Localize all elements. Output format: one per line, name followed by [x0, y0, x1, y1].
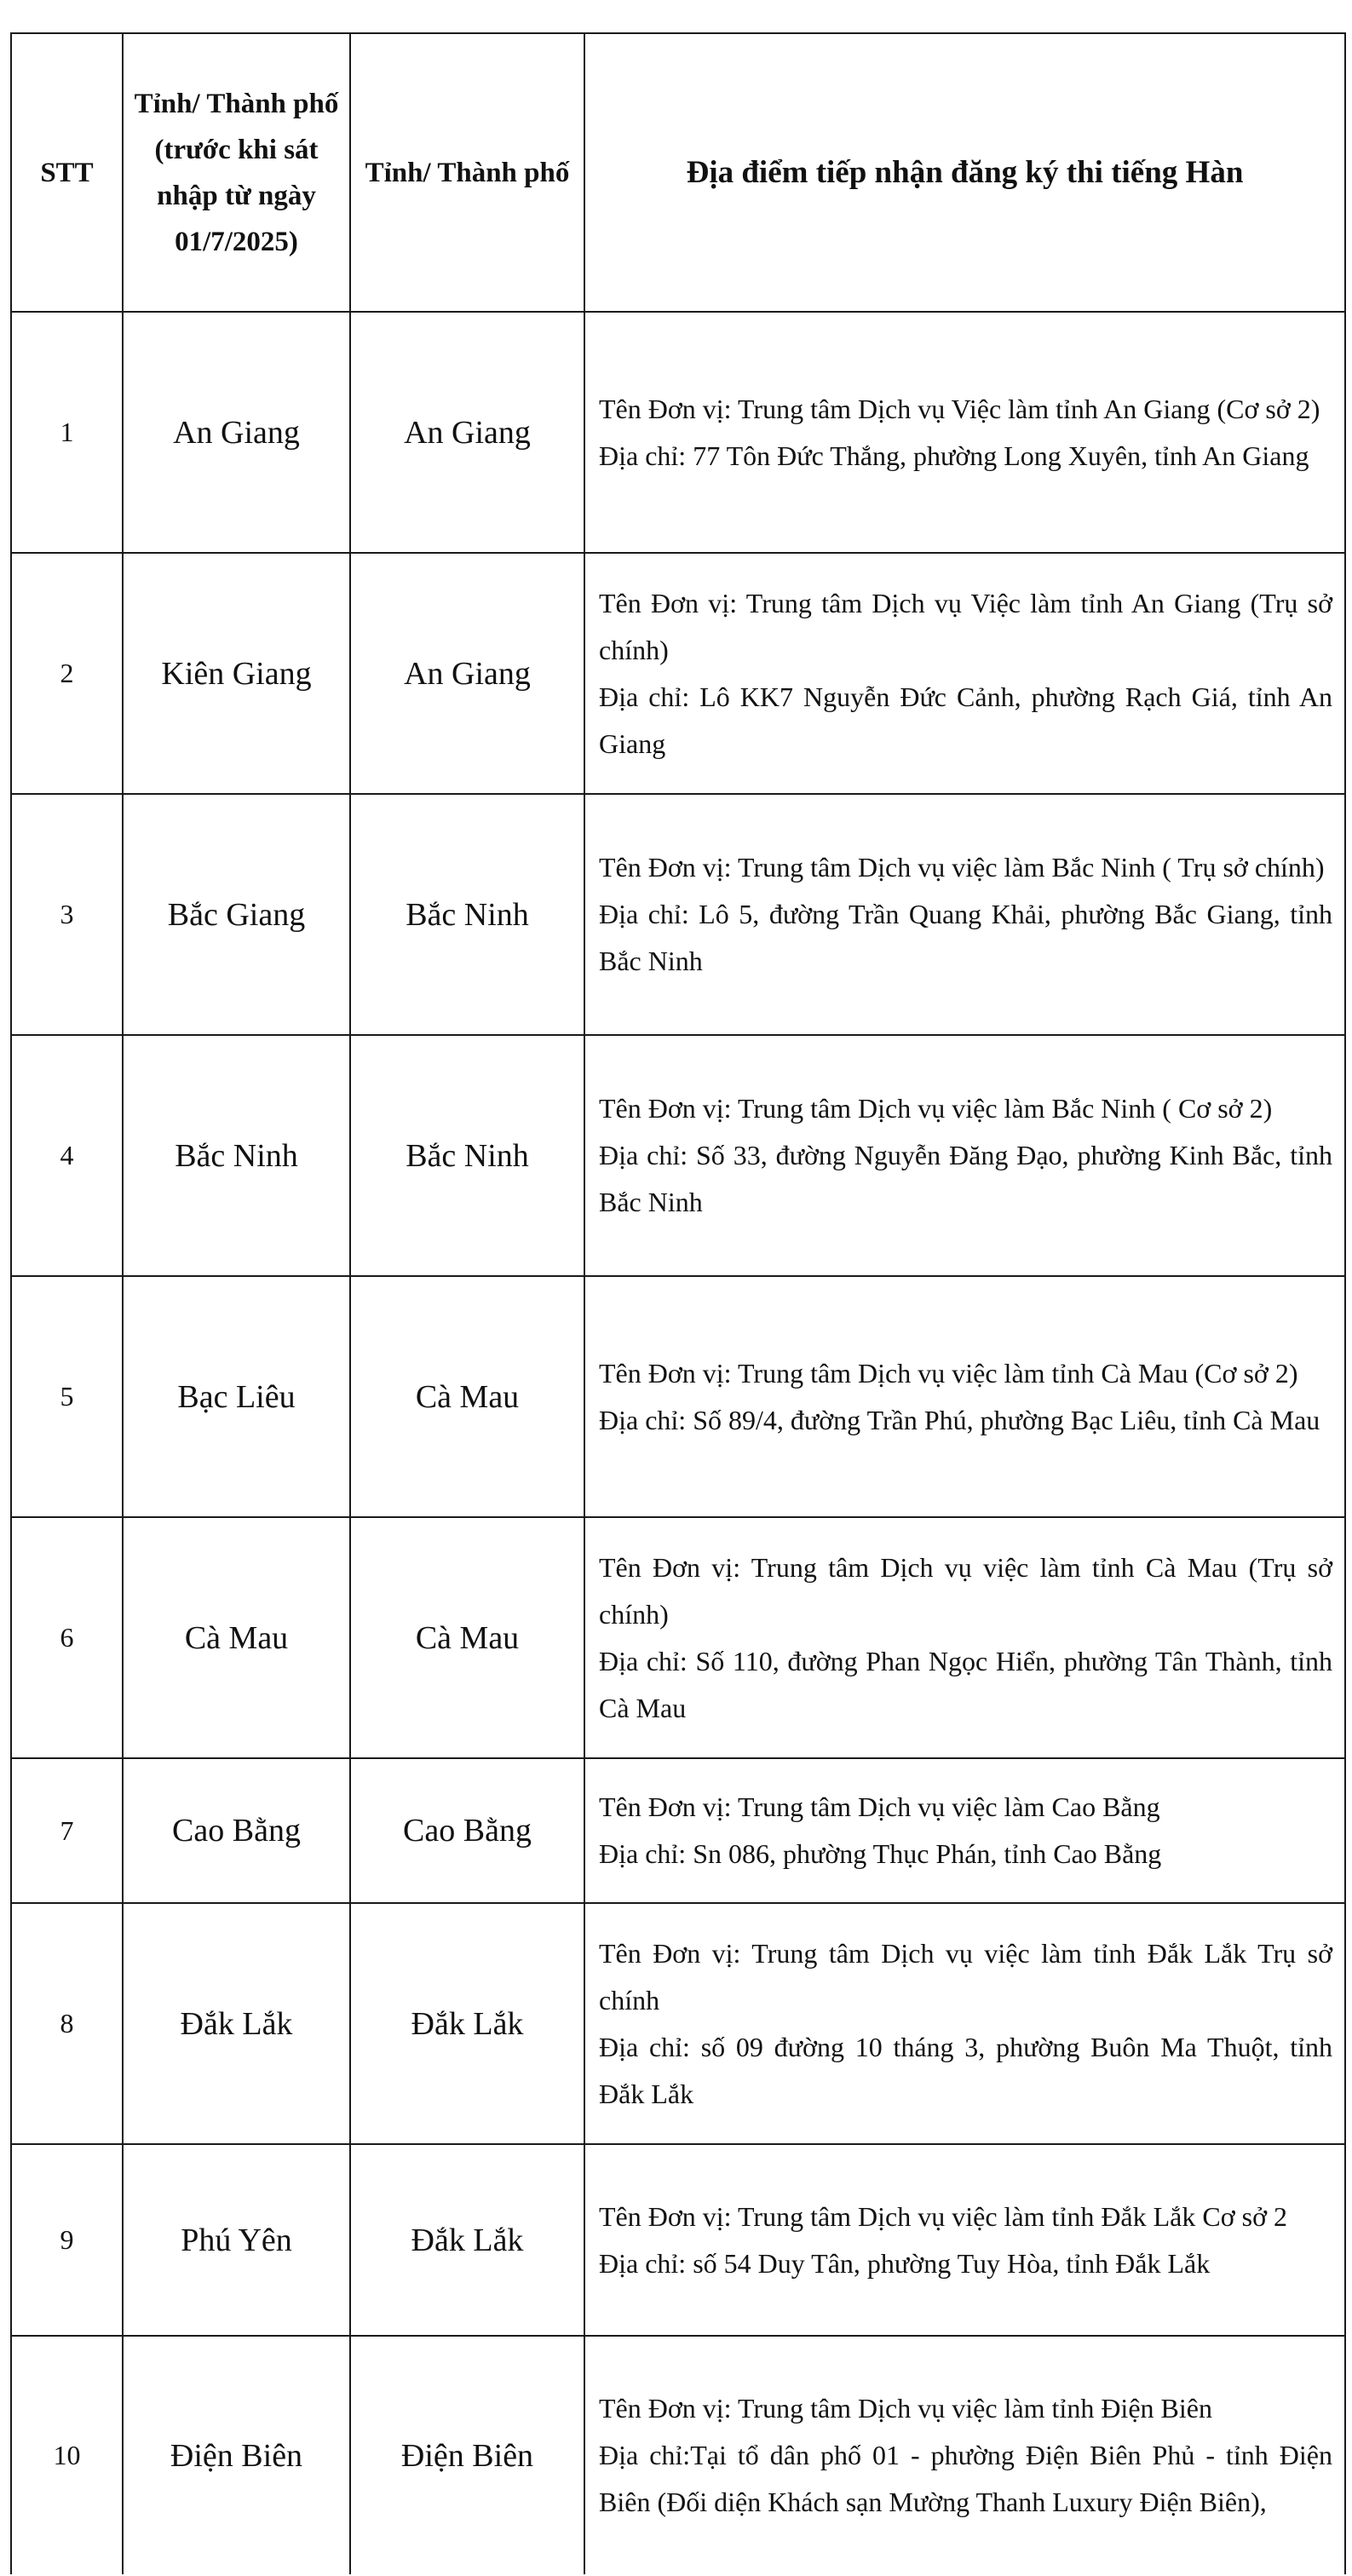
location-address: Địa chỉ:Tại tổ dân phố 01 - phường Điện Biên Phủ - tỉnh Điện Biên (Đối diện Khách sạn Mường Thanh Luxury Điện Biên), [599, 2440, 1332, 2517]
row-province: An Giang [350, 553, 584, 794]
location-unit: Tên Đơn vị: Trung tâm Dịch vụ Việc làm tỉnh An Giang (Cơ sở 2) [599, 393, 1320, 424]
location-unit: Tên Đơn vị: Trung tâm Dịch vụ việc làm Bắc Ninh ( Cơ sở 2) [599, 1093, 1273, 1124]
table-row [11, 2144, 1345, 2336]
table-row [11, 312, 1345, 553]
location-unit: Tên Đơn vị: Trung tâm Dịch vụ việc làm Bắc Ninh ( Trụ sở chính) [599, 852, 1325, 883]
location-address: Địa chỉ: Số 89/4, đường Trần Phú, phường Bạc Liêu, tỉnh Cà Mau [599, 1404, 1320, 1435]
row-old-province: Phú Yên [123, 2144, 350, 2336]
row-location [584, 1758, 1345, 1903]
location-unit: Tên Đơn vị: Trung tâm Dịch vụ việc làm tỉnh Đắk Lắk Cơ sở 2 [599, 2200, 1288, 2232]
row-province: Điện Biên [350, 2336, 584, 2574]
location-address: Địa chỉ: Sn 086, phường Thục Phán, tỉnh Cao Bằng [599, 1838, 1162, 1869]
table-row [11, 1035, 1345, 1276]
row-province: Cao Bằng [350, 1758, 584, 1903]
row-location [584, 553, 1345, 794]
row-location [584, 794, 1345, 1035]
row-old-province: Kiên Giang [123, 553, 350, 794]
location-address: Địa chỉ: 77 Tôn Đức Thắng, phường Long Xuyên, tỉnh An Giang [599, 440, 1309, 471]
table-row [11, 553, 1345, 794]
header-row [11, 33, 1345, 312]
row-old-province: Cà Mau [123, 1517, 350, 1758]
table-row [11, 794, 1345, 1035]
row-stt: 6 [11, 1517, 123, 1758]
location-address: Địa chỉ: Số 110, đường Phan Ngọc Hiển, phường Tân Thành, tỉnh Cà Mau [599, 1645, 1332, 1723]
row-old-province: Bạc Liêu [123, 1276, 350, 1517]
row-stt: 8 [11, 1903, 123, 2144]
row-province: Đắk Lắk [350, 1903, 584, 2144]
header-old-province: Tỉnh/ Thành phố (trước khi sát nhập từ ngày 01/7/2025) [123, 33, 350, 312]
row-province: Cà Mau [350, 1517, 584, 1758]
row-location [584, 312, 1345, 553]
row-stt: 9 [11, 2144, 123, 2336]
header-stt: STT [11, 33, 123, 312]
table-row [11, 2336, 1345, 2574]
location-address: Địa chỉ: Lô 5, đường Trần Quang Khải, phường Bắc Giang, tỉnh Bắc Ninh [599, 899, 1332, 976]
row-location [584, 2144, 1345, 2336]
location-unit: Tên Đơn vị: Trung tâm Dịch vụ việc làm tỉnh Cà Mau (Cơ sở 2) [599, 1357, 1298, 1389]
location-unit: Tên Đơn vị: Trung tâm Dịch vụ việc làm Cao Bằng [599, 1791, 1160, 1822]
row-province: Cà Mau [350, 1276, 584, 1517]
location-unit: Tên Đơn vị: Trung tâm Dịch vụ việc làm tỉnh Điện Biên [599, 2393, 1212, 2424]
table-row [11, 1517, 1345, 1758]
table-row [11, 1903, 1345, 2144]
row-old-province: Cao Bằng [123, 1758, 350, 1903]
location-unit: Tên Đơn vị: Trung tâm Dịch vụ việc làm tỉnh Cà Mau (Trụ sở chính) [599, 1551, 1332, 1630]
row-stt: 4 [11, 1035, 123, 1276]
row-province: Bắc Ninh [350, 794, 584, 1035]
row-stt: 7 [11, 1758, 123, 1903]
registration-locations-table [10, 32, 1346, 2574]
row-location [584, 2336, 1345, 2574]
row-location [584, 1903, 1345, 2144]
row-province: An Giang [350, 312, 584, 553]
row-stt: 2 [11, 553, 123, 794]
table-body [11, 312, 1345, 2574]
table-row [11, 1276, 1345, 1517]
table-header [11, 33, 1345, 312]
location-address: Địa chỉ: số 09 đường 10 tháng 3, phường Buôn Ma Thuột, tỉnh Đắk Lắk [599, 2031, 1332, 2109]
location-address: Địa chỉ: số 54 Duy Tân, phường Tuy Hòa, tỉnh Đắk Lắk [599, 2247, 1211, 2279]
row-old-province: An Giang [123, 312, 350, 553]
row-old-province: Bắc Ninh [123, 1035, 350, 1276]
location-address: Địa chỉ: Lô KK7 Nguyễn Đức Cảnh, phường Rạch Giá, tỉnh An Giang [599, 681, 1332, 759]
row-stt: 5 [11, 1276, 123, 1517]
row-stt: 3 [11, 794, 123, 1035]
row-old-province: Bắc Giang [123, 794, 350, 1035]
row-stt: 10 [11, 2336, 123, 2574]
header-location: Địa điểm tiếp nhận đăng ký thi tiếng Hàn [584, 33, 1345, 312]
location-address: Địa chỉ: Số 33, đường Nguyễn Đăng Đạo, phường Kinh Bắc, tỉnh Bắc Ninh [599, 1140, 1332, 1217]
row-province: Đắk Lắk [350, 2144, 584, 2336]
row-province: Bắc Ninh [350, 1035, 584, 1276]
row-location [584, 1517, 1345, 1758]
row-old-province: Điện Biên [123, 2336, 350, 2574]
row-location [584, 1035, 1345, 1276]
row-stt: 1 [11, 312, 123, 553]
location-unit: Tên Đơn vị: Trung tâm Dịch vụ việc làm tỉnh Đắk Lắk Trụ sở chính [599, 1937, 1332, 2015]
row-location [584, 1276, 1345, 1517]
table-row [11, 1758, 1345, 1903]
location-unit: Tên Đơn vị: Trung tâm Dịch vụ Việc làm tỉnh An Giang (Trụ sở chính) [599, 587, 1332, 665]
header-province: Tỉnh/ Thành phố [350, 33, 584, 312]
row-old-province: Đắk Lắk [123, 1903, 350, 2144]
